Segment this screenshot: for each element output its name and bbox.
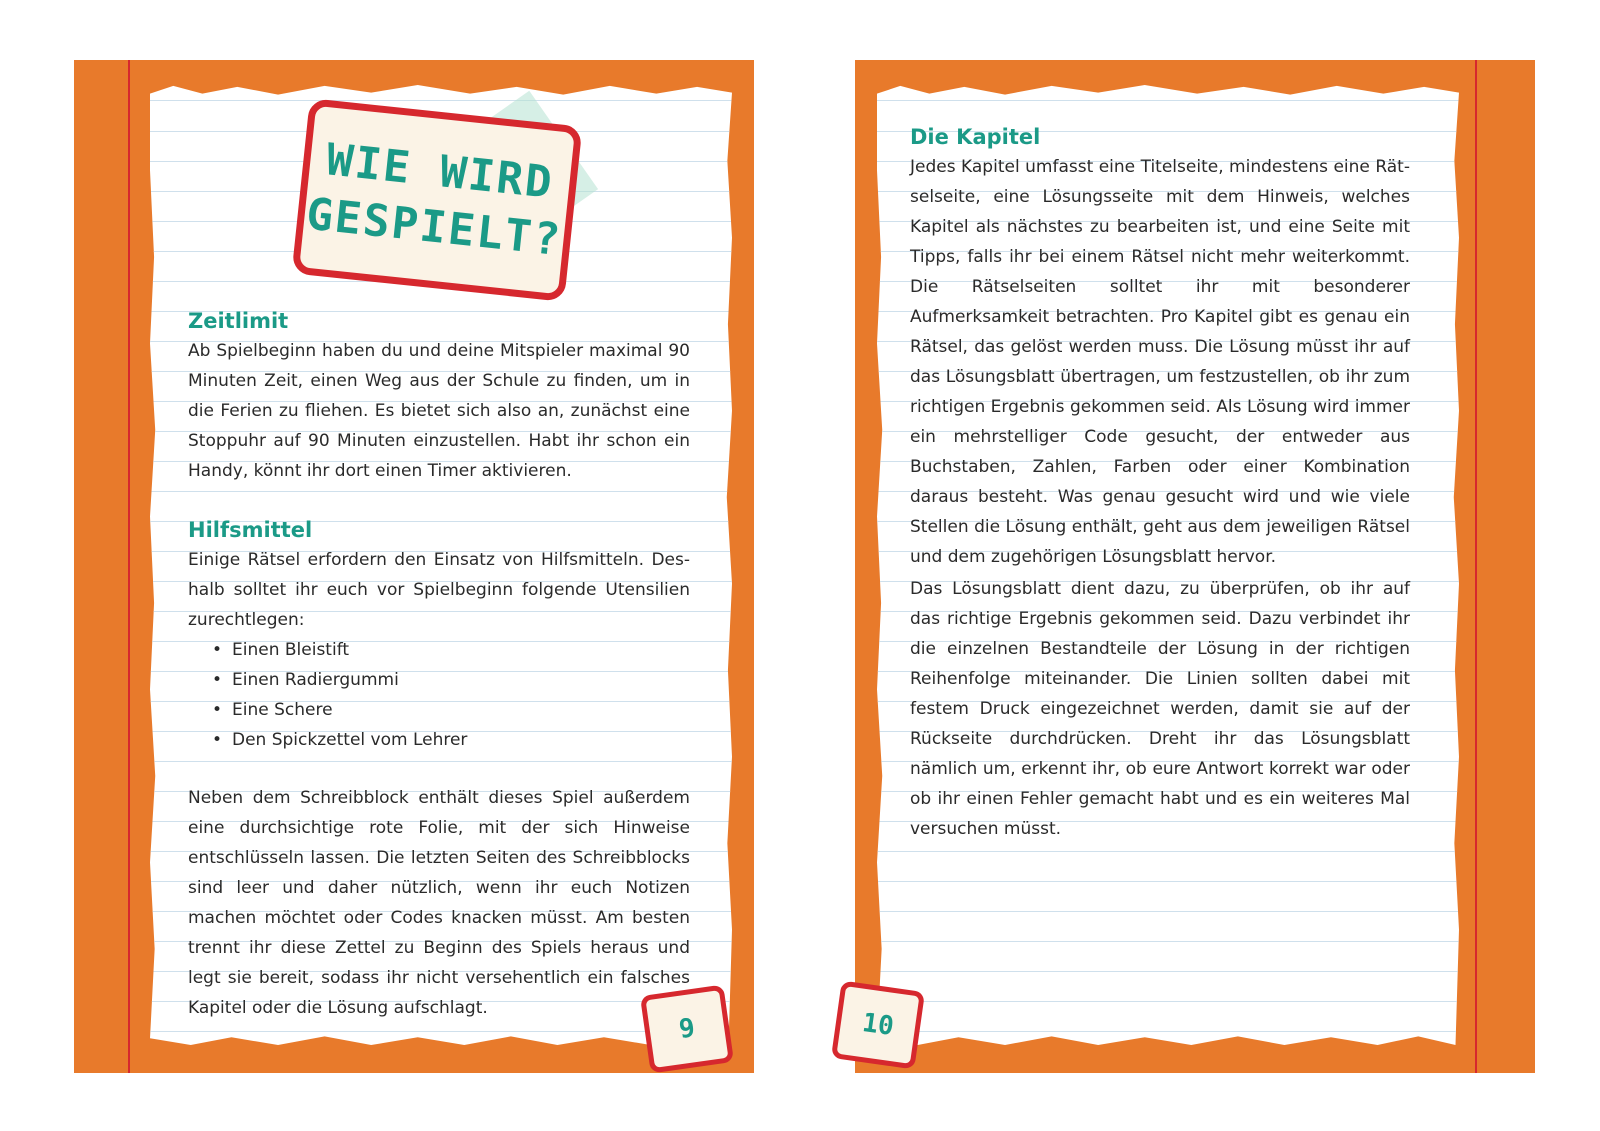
margin-line [1475, 60, 1477, 1073]
tools-list [210, 635, 670, 755]
title-stamp [292, 98, 583, 302]
margin-line [128, 60, 130, 1073]
list-item: • Einen Bleistift [212, 640, 350, 660]
heading-zeitlimit: Zeitlimit [188, 309, 289, 333]
paragraph-zeitlimit: Ab Spielbeginn haben du und deine Mitspieler maximal 90 Minuten Zeit, einen Weg aus der Schule zu finden, um in die Ferien zu fliehen. Es bietet sich also an, zunächst eine Stoppuhr auf 90 Minuten einzustellen. Habt ihr schon ein Handy, könnt ihr dort einen Timer aktivieren. [188, 341, 690, 481]
list-item: • Einen Radiergummi [212, 670, 399, 690]
list-item: • Eine Schere [212, 700, 333, 720]
page-number-left: 9 [640, 985, 734, 1074]
heading-hilfsmittel: Hilfsmittel [188, 518, 313, 542]
page-number-right: 10 [831, 981, 925, 1070]
stamp-line-1: WIE WIRD [323, 134, 556, 209]
paragraph-loesungsblatt: Das Lösungsblatt dient dazu, zu überprüfen, ob ihr auf das richtige Ergebnis gekommen seid. Dazu verbindet ihr die einzelnen Bestandteile der Lösung in der richtigen Reihenfolge miteinander. Die Linien sollten dabei mit festem Druck eingezeichnet werden, damit sie auf der Rückseite durchdrücken. Dreht ihr das Lösungsblatt nämlich um, erkennt ihr, ob eure Antwort korrekt war oder ob ihr einen Fehler gemacht habt und es ein weiteres Mal versuchen müsst. [910, 579, 1410, 839]
stamp-line-2: GESPIELT? [303, 188, 565, 267]
paragraph-schreibblock: Neben dem Schreibblock enthält dieses Spiel außerdem eine durchsichtige rote Folie, mit der sich Hinweise entschlüsseln lassen. Die letzten Seiten des Schreibblocks sind leer und daher nützlich, wenn ihr euch Notizen machen möchtet oder Codes knacken müsst. Am besten trennt ihr diese Zettel zu Beginn des Spiels heraus und legt sie bereit, sodass ihr nicht versehentlich ein falsches Kapitel oder die Lösung aufschlagt. [188, 788, 690, 1018]
paragraph-hilfsmittel: Einige Rätsel erfordern den Einsatz von Hilfsmitteln. Deshalb solltet ihr euch vor Spielbeginn folgende Utensilien zurechtlegen: [188, 550, 690, 630]
paragraph-kapitel: Jedes Kapitel umfasst eine Titelseite, mindestens eine Rätselseite, eine Lösungsseite mit dem Hinweis, welches Kapitel als nächstes zu bearbeiten ist, und eine Seite mit Tipps, falls ihr bei einem Rätsel nicht mehr weiterkommt. Die Rätselseiten solltet ihr mit besonderer Aufmerksamkeit betrachten. Pro Kapitel gibt es genau ein Rätsel, das gelöst werden muss. Die Lösung müsst ihr auf das Lösungsblatt übertragen, um festzustellen, ob ihr zum richtigen Ergebnis gekommen seid. Als Lösung wird immer ein mehrstelliger Code gesucht, der entweder aus Buchstaben, Zahlen, Farben oder einer Kombination daraus besteht. Was genau gesucht wird und wie viele Stellen die Lösung enthält, geht aus dem jeweiligen Rätsel und dem zugehörigen Lösungsblatt hervor. [910, 157, 1410, 567]
list-item: • Den Spickzettel vom Lehrer [212, 730, 468, 750]
heading-kapitel: Die Kapitel [910, 125, 1041, 149]
